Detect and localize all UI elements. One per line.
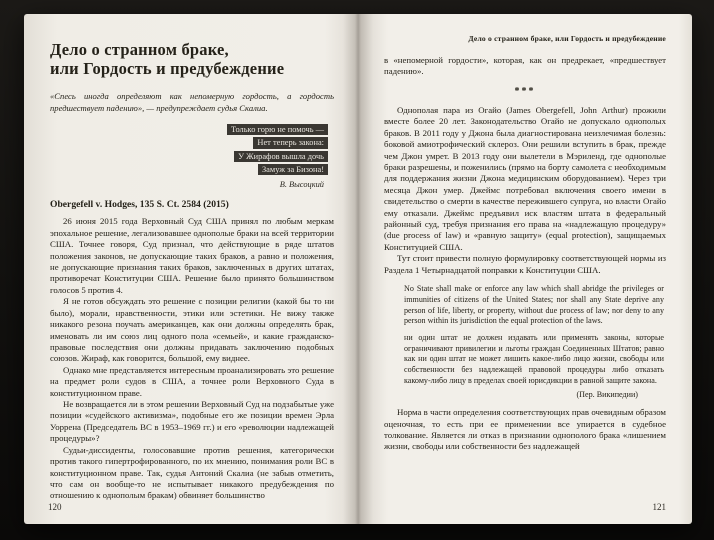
right-page [358,14,692,524]
amendment-quote-english: No State shall make or enforce any law which shall abridge the privileges or immunities of citizens of the United States; nor shall any State deprive any person of life, liberty, or property, without due process of law; nor deny to any person within its jurisdiction the equal protection of the laws. [404,284,664,326]
page-number-right: 121 [652,502,666,512]
left-page [24,14,358,524]
case-heading: Obergefell v. Hodges, 135 S. Ct. 2584 (2015) [50,199,229,211]
verse-author: В. Высоцкий [279,180,324,190]
paragraph: Не возвращается ли в этом решении Верховный Суд на подзабытые уже позиции «судейского активизма», подобные его же позиции времен Эрла Уоррена (Председатель ВС в 1953–1969 гг.) и его «революции надлежащей процедуры»? [50,399,334,444]
quote-attribution: (Пер. Википедии) [576,390,638,400]
paragraph: Однако мне представляется интересным проанализировать это решение на предмет роли судов в США, а точнее роли Верховного Суда в конституционном праве. [50,364,334,398]
paragraph: Норма в части определения соответствующих прав очевидным образом оценочная, то есть при ее применении все упирается в судебное толкование. Является ли отказ в признании однополого брака «лишением жизни, свободы или собственности без надлежащей [384,407,666,452]
epigraph: «Спесь иногда определяют как непомерную гордость, а гордость предшествует падению», — предупреждает судья Скалиа. [50,90,334,113]
section-separator: *** [514,85,536,97]
continuation-paragraph: в «непомерной гордости», которая, как он предрекает, «предшествует падению». [384,55,666,77]
chapter-title-line-1: Дело о странном браке, [50,40,229,59]
chapter-title-line-2: или Гордость и предубеждение [50,59,285,79]
verse-line: Замуж за Бизона! [258,164,328,175]
left-page-body [50,216,334,502]
paragraph: Тут стоит привести полную формулировку соответствующей нормы из Раздела 1 Четырнадцатой поправки к Конституции США. [384,253,666,275]
book-spread [24,14,692,524]
paragraph: Однополая пара из Огайо (James Obergefell, John Arthur) прожили вместе более 20 лет. Законодательство Огайо не допускало однополых браков. В 2011 году у Джона была диагностирована неизлечимая болезнь: боковой амиотрофический склероз. Они решили вступить в брак, прежде чем Джон умрет. В 2013 году они вылетели в Мэриленд, где однополые браки разрешены, и поженились (прямо на борту самолета с необходимым для поддержания жизни Джона медицинским оборудованием). Через три месяца Джон умер. Джеймс потребовал включения своего имени в свидетельство о смерти в качестве пережившего супруга, но власти Огайо ему отказали. Джеймс предъявил иск властям штата в федеральный районный суд, требуя признания его права на «надлежащую процедуру» (due process of law) и «равную защиту» (equal protection), защищаемых Конституцией США. [384,104,666,252]
verse-line: Нет теперь закона: [253,137,328,148]
paragraph: 26 июня 2015 года Верховный Суд США принял по любым меркам эпохальное решение, легализовавшее однополые браки на всей территории США. Точнее говоря, Суд признал, что действующие в ряде штатов положения законов, не допускающие таких браков, а равно и положения, не допускающие признания таких браков, заключенных в других штатах, противоречат Конституции США. Решение было принято большинством голосов 5 против 4. [50,216,334,295]
paragraph: Судьи-диссиденты, голосовавшие против решения, категорически против такого гипертрофированного, по их мнению, понимания роли ВС в конституционном праве. Так, судья Антоний Скалиа (не забыв отметить, что сам он вообще-то не испытывает никакого предубеждения по отношению к однополым бракам) обвиняет большинство [50,444,334,501]
chapter-title [50,40,334,79]
running-header: Дело о странном браке, или Гордость и предубеждение [468,34,666,43]
page-number-left: 120 [48,502,62,512]
verse-line: Только горю не помочь — [227,124,328,135]
right-page-body [384,55,666,276]
paragraph: Я не готов обсуждать это решение с позиции религии (какой бы то ни было), морали, нравственности, этики или эстетики. Не вижу также никакого резона поучать американцев, как они должны определять брак, именовать ли им союз лиц одного пола «семьей», и какие гражданско-правовые последствия они должны придавать заключению подобных союзов. Жираф, как говорится, большой, ему виднее. [50,296,334,364]
right-page-closing [384,407,666,453]
verse-quote [158,124,328,189]
verse-line: У Жирафов вышла дочь [234,151,328,162]
amendment-quote-russian: ни один штат не должен издавать или применять законы, которые ограничивают привилегии и льготы граждан Соединенных Штатов; равно как ни один штат не может лишить какое-либо лицо жизни, свободы или собственности без надлежащей правовой процедуры либо отказать какому-либо лицу в пределах своей юрисдикции в равной защите закона. [404,332,664,385]
